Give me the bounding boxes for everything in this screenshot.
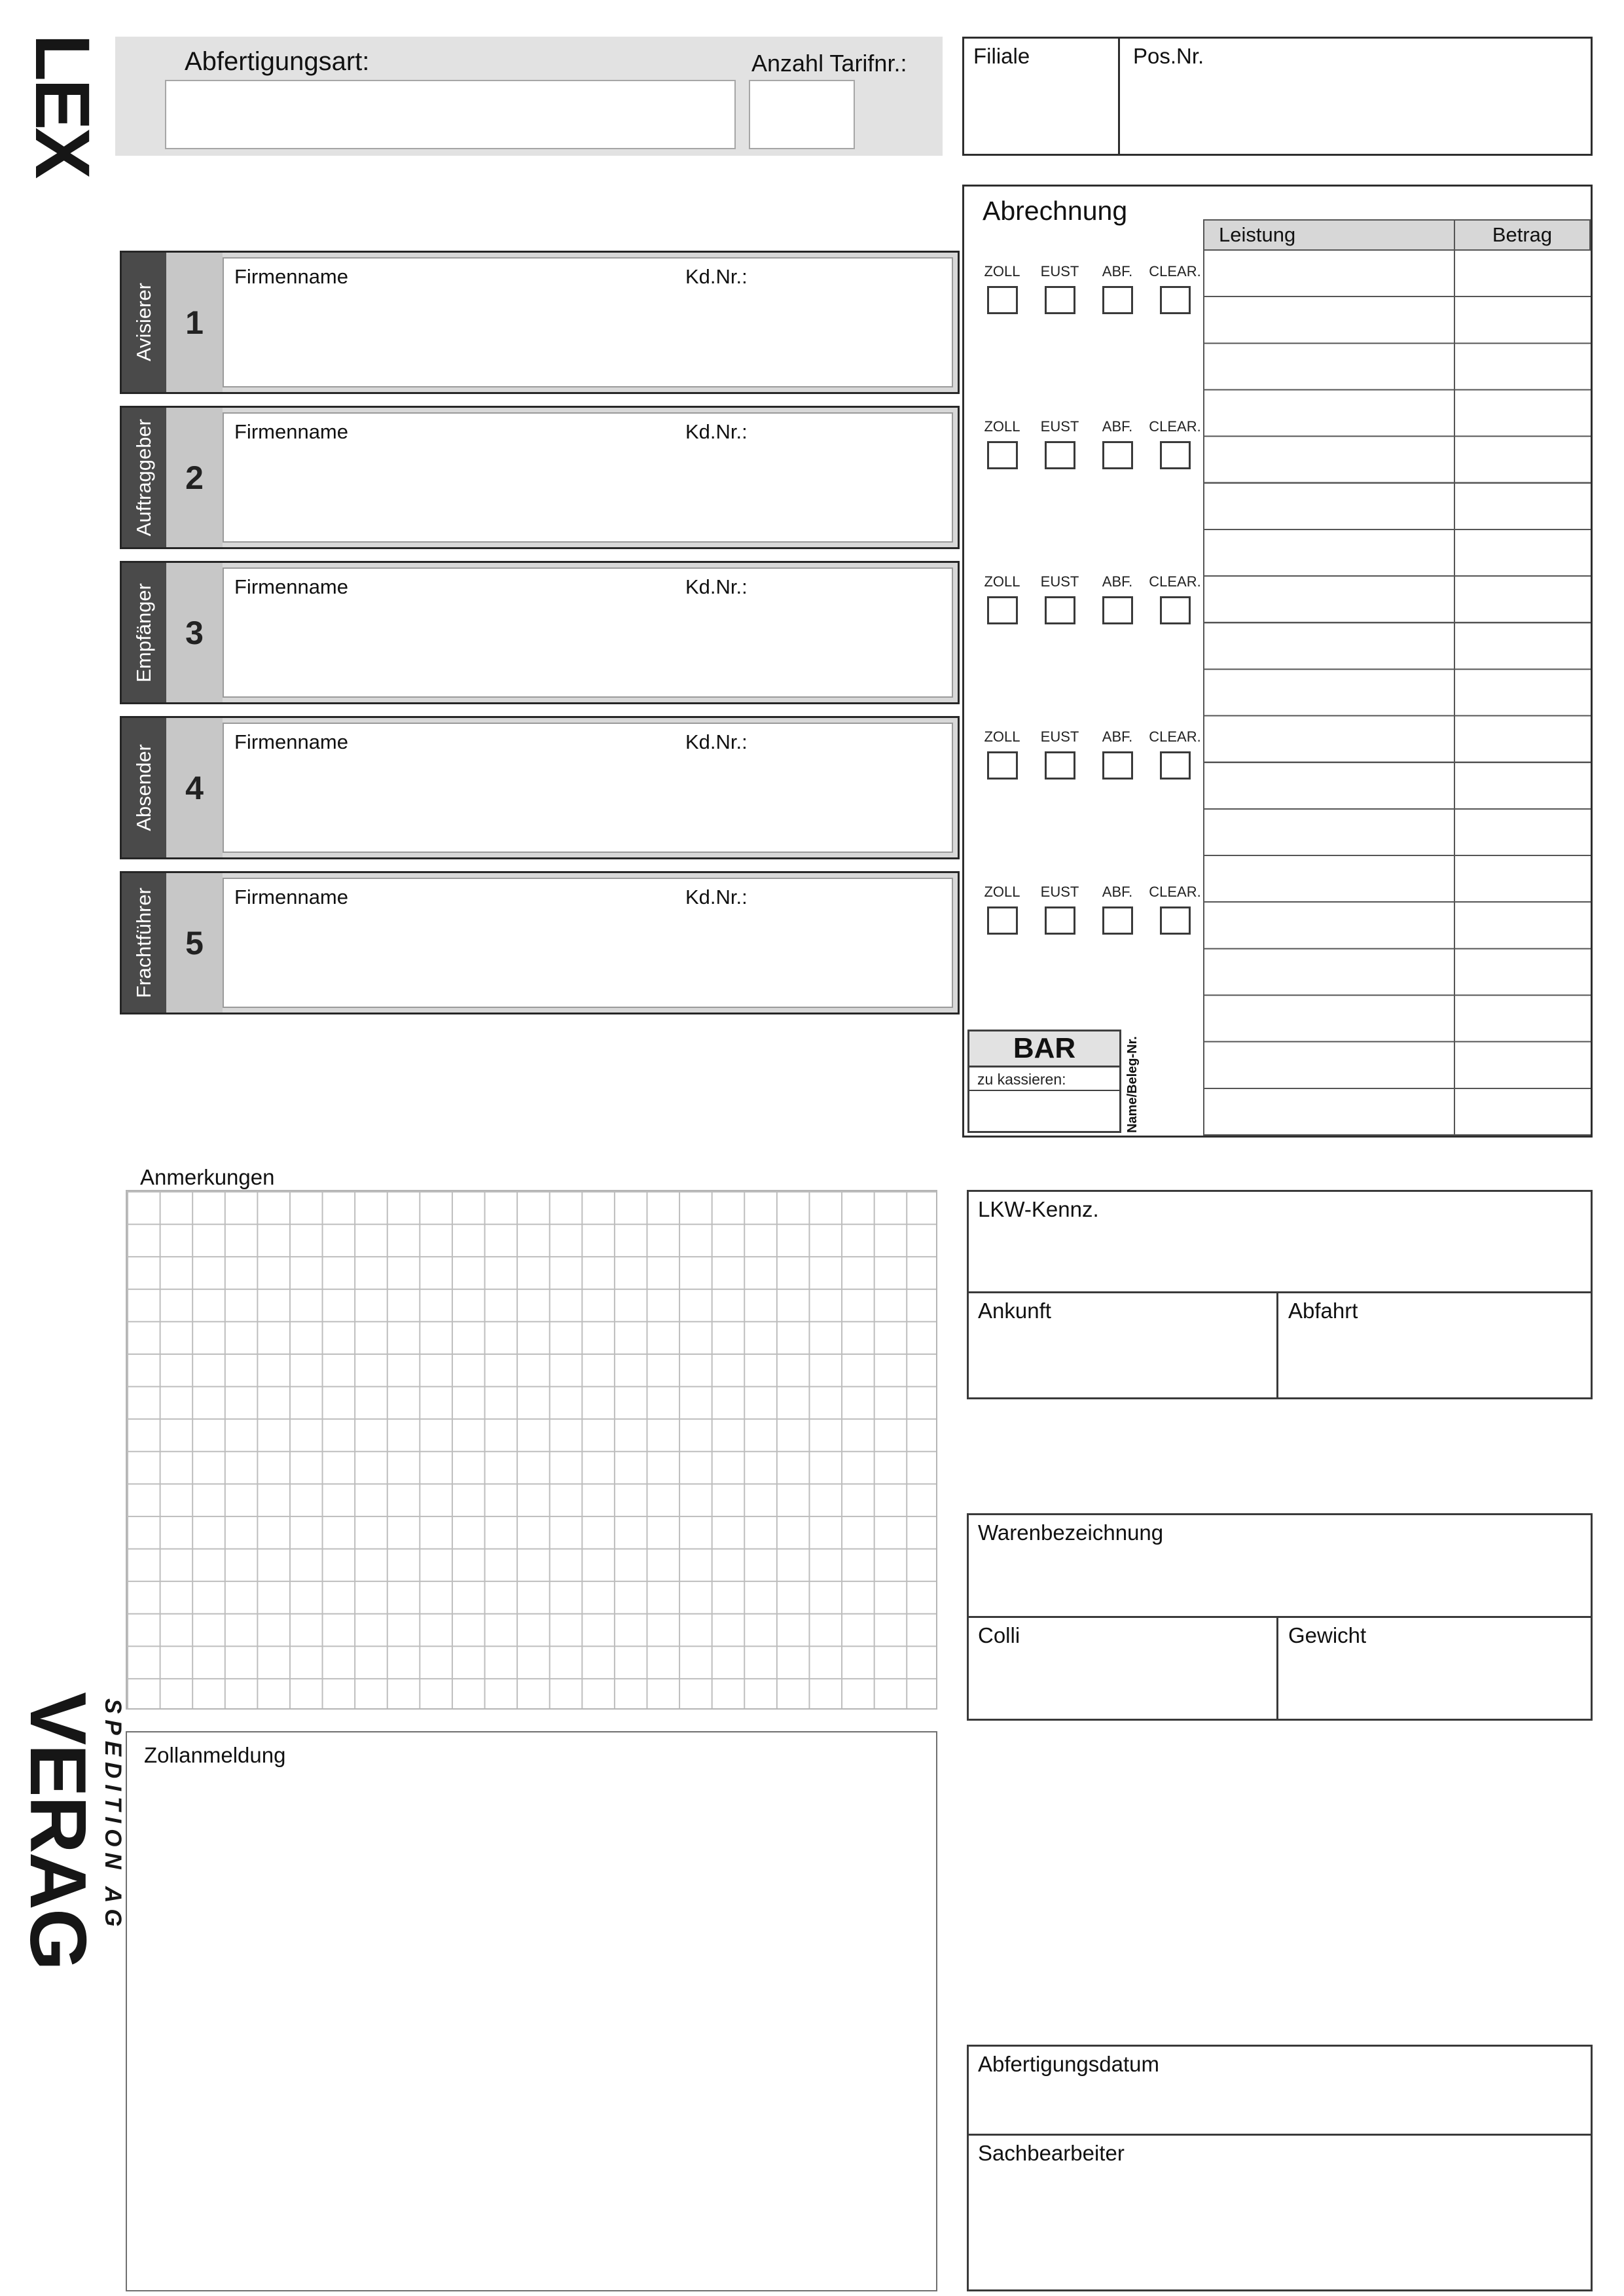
checkbox-group-5 [973,884,1204,935]
abf-item [1089,728,1146,780]
abfahrt-field[interactable] [1278,1326,1591,1397]
kdnr-label: Kd.Nr.: [685,575,748,598]
eust-label: EUST [1040,728,1079,745]
clear-checkbox-5[interactable] [1160,906,1191,935]
anmerkungen-label: Anmerkungen [140,1165,275,1189]
eust-checkbox-3[interactable] [1045,596,1075,624]
party-role-strip [122,873,166,1013]
abf-item [1089,884,1146,935]
checkbox-group-1 [973,263,1204,314]
lkw-hdivider [969,1291,1591,1293]
party-block-avisierer [120,251,960,394]
eust-checkbox-4[interactable] [1045,751,1075,780]
abf-checkbox-3[interactable] [1102,596,1133,624]
eust-item [1031,728,1089,780]
firmenname-label: Firmenname [234,575,348,598]
zu-kassieren-label: zu kassieren: [969,1067,1119,1091]
eust-label: EUST [1040,573,1079,590]
party-number: 5 [166,873,223,1013]
party-block-auftraggeber [120,406,960,549]
clear-checkbox-4[interactable] [1160,751,1191,780]
zoll-checkbox-4[interactable] [987,751,1018,780]
zoll-label: ZOLL [984,884,1020,900]
kdnr-label: Kd.Nr.: [685,730,748,753]
zoll-label: ZOLL [984,418,1020,435]
abf-checkbox-1[interactable] [1102,286,1133,314]
zoll-checkbox-1[interactable] [987,286,1018,314]
abfertigungsdatum-box [967,2045,1593,2291]
zollanmeldung-box [126,1731,937,2291]
abf-item [1089,573,1146,624]
clear-label: CLEAR. [1149,418,1201,435]
anzahl-tarifnr-label: Anzahl Tarifnr.: [751,50,907,77]
eust-label: EUST [1040,418,1079,435]
zu-kassieren-field[interactable] [969,1091,1119,1130]
party-role-strip [122,563,166,702]
sachbearbeiter-field[interactable] [969,2171,1591,2289]
party-field-empfaenger[interactable] [223,567,953,698]
colli-field[interactable] [969,1651,1276,1719]
abfertigungsart-band [115,37,943,156]
filiale-field[interactable] [964,71,1118,154]
zoll-checkbox-2[interactable] [987,441,1018,469]
lex-logo: LEX [19,34,105,177]
party-role-strip [122,253,166,392]
party-field-absender[interactable] [223,723,953,853]
zollanmeldung-field[interactable] [127,1772,936,2290]
warenbezeichnung-box [967,1513,1593,1721]
eust-checkbox-2[interactable] [1045,441,1075,469]
party-role-label: Empfänger [132,583,155,683]
lkw-field[interactable] [969,1226,1591,1291]
abfahrt-label: Abfahrt [1288,1299,1358,1323]
checkbox-group-4 [973,728,1204,780]
clear-checkbox-2[interactable] [1160,441,1191,469]
posnr-field[interactable] [1120,71,1591,154]
party-role-label: Avisierer [132,283,155,362]
party-role-strip [122,408,166,547]
kdnr-label: Kd.Nr.: [685,265,748,288]
eust-item [1031,418,1089,469]
gewicht-label: Gewicht [1288,1623,1367,1647]
leistung-column-header: Leistung [1203,219,1455,251]
clear-item [1146,418,1204,469]
party-number: 3 [166,563,223,702]
posnr-label: Pos.Nr. [1133,44,1204,68]
verag-logo-subtitle: SPEDITION AG [100,1698,126,1933]
party-role-label: Absender [132,744,155,831]
warenbezeichnung-field[interactable] [969,1549,1591,1615]
filiale-label: Filiale [973,44,1030,68]
firmenname-label: Firmenname [234,886,348,908]
datum-hdivider [969,2134,1591,2136]
eust-item [1031,263,1089,314]
eust-item [1031,573,1089,624]
party-number: 1 [166,253,223,392]
bar-block [967,1030,1121,1133]
clear-label: CLEAR. [1149,728,1201,745]
abf-item [1089,263,1146,314]
abrechnung-box [962,185,1593,1138]
abf-label: ABF. [1102,418,1133,435]
verag-logo: VERAG [14,1692,103,1969]
party-field-avisierer[interactable] [223,257,953,387]
party-role-strip [122,718,166,857]
clear-label: CLEAR. [1149,263,1201,279]
firmenname-label: Firmenname [234,730,348,753]
zoll-label: ZOLL [984,263,1020,279]
eust-item [1031,884,1089,935]
clear-item [1146,573,1204,624]
abf-label: ABF. [1102,728,1133,745]
zoll-item [973,884,1031,935]
warenbezeichnung-label: Warenbezeichnung [978,1520,1164,1545]
zoll-checkbox-3[interactable] [987,596,1018,624]
anzahl-tarifnr-field[interactable] [749,80,855,149]
lkw-label: LKW-Kennz. [978,1197,1099,1221]
checkbox-group-3 [973,573,1204,624]
clear-checkbox-3[interactable] [1160,596,1191,624]
abrechnung-table[interactable] [1203,251,1591,1136]
abf-checkbox-5[interactable] [1102,906,1133,935]
zoll-checkbox-5[interactable] [987,906,1018,935]
abf-label: ABF. [1102,573,1133,590]
lkw-box [967,1190,1593,1399]
party-field-frachtfuehrer[interactable] [223,878,953,1008]
clear-item [1146,728,1204,780]
party-field-auftraggeber[interactable] [223,412,953,543]
clear-label: CLEAR. [1149,573,1201,590]
betrag-column-header: Betrag [1454,219,1591,251]
zoll-item [973,263,1031,314]
ankunft-field[interactable] [969,1326,1276,1397]
firmenname-label: Firmenname [234,265,348,288]
betrag-column-divider [1454,251,1455,1136]
zoll-label: ZOLL [984,573,1020,590]
kdnr-label: Kd.Nr.: [685,886,748,908]
name-beleg-label: Name/Beleg-Nr. [1125,1036,1140,1133]
abrechnung-title: Abrechnung [983,196,1128,226]
sachbearbeiter-label: Sachbearbeiter [978,2141,1125,2165]
party-block-absender [120,716,960,859]
abfertigungsart-label: Abfertigungsart: [185,47,370,76]
clear-checkbox-1[interactable] [1160,286,1191,314]
abfertigungsdatum-label: Abfertigungsdatum [978,2052,1160,2076]
abfertigungsart-field[interactable] [165,80,736,149]
waren-hdivider [969,1616,1591,1618]
kdnr-label: Kd.Nr.: [685,420,748,443]
party-number: 4 [166,718,223,857]
gewicht-field[interactable] [1278,1651,1591,1719]
zoll-label: ZOLL [984,728,1020,745]
party-block-frachtfuehrer [120,871,960,1014]
ankunft-label: Ankunft [978,1299,1051,1323]
firmenname-label: Firmenname [234,420,348,443]
abf-checkbox-2[interactable] [1102,441,1133,469]
eust-checkbox-5[interactable] [1045,906,1075,935]
abf-label: ABF. [1102,263,1133,279]
abfertigungsdatum-field[interactable] [969,2079,1591,2133]
zoll-item [973,573,1031,624]
abf-item [1089,418,1146,469]
party-block-empfaenger [120,561,960,704]
anmerkungen-grid[interactable] [126,1190,937,1710]
eust-label: EUST [1040,884,1079,900]
eust-label: EUST [1040,263,1079,279]
zoll-item [973,418,1031,469]
colli-label: Colli [978,1623,1020,1647]
clear-label: CLEAR. [1149,884,1201,900]
abf-label: ABF. [1102,884,1133,900]
party-role-label: Frachtführer [132,888,155,998]
zollanmeldung-label: Zollanmeldung [144,1743,286,1767]
filiale-posnr-box [962,37,1593,156]
party-role-label: Auftraggeber [132,418,155,537]
clear-item [1146,263,1204,314]
eust-checkbox-1[interactable] [1045,286,1075,314]
checkbox-group-2 [973,418,1204,469]
abf-checkbox-4[interactable] [1102,751,1133,780]
zoll-item [973,728,1031,780]
bar-title: BAR [969,1031,1119,1067]
clear-item [1146,884,1204,935]
party-number: 2 [166,408,223,547]
